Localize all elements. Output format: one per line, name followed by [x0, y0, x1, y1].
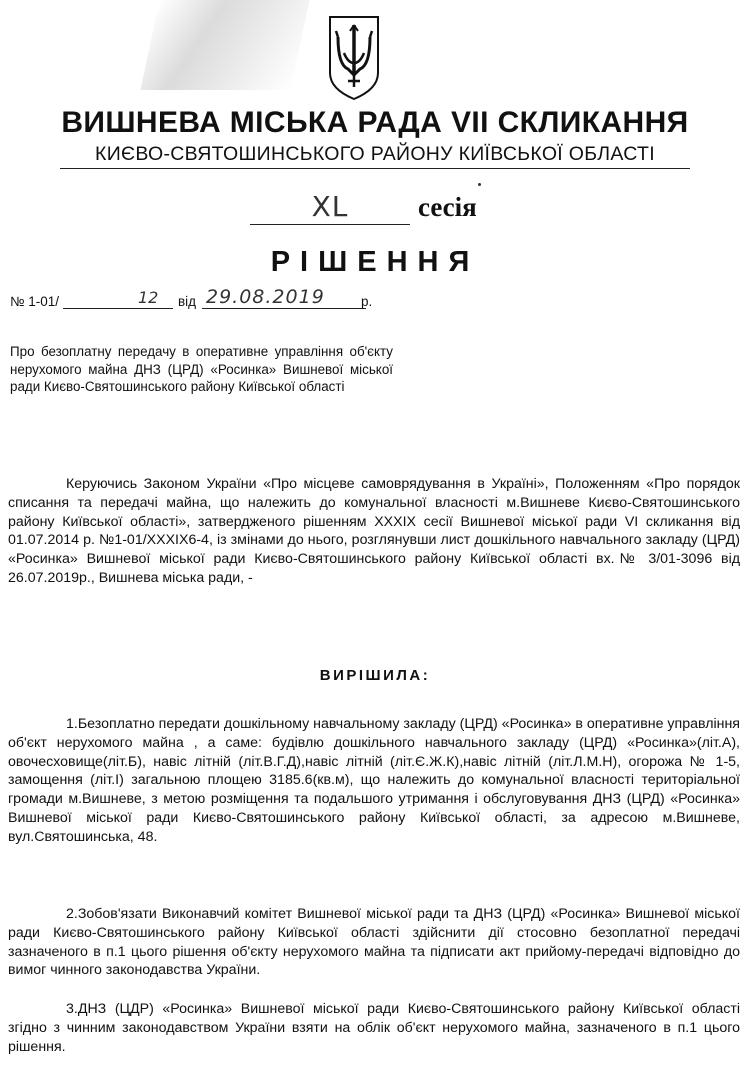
decision-title: РІШЕННЯ [270, 246, 480, 278]
decision-item-3: 3.ДНЗ (ЦДР) «Росинка» Вишневої міської ради Києво-Святошинського району Київської області згідно з чинним законодавством України взяти на облік об'єкт нерухомого майна, зазначеного в п.1 цього рішення. [8, 1001, 740, 1055]
decision-item-1: 1.Безоплатно передати дошкільному навчальному закладу (ЦРД) «Росинка» в оперативне управління об'єкт нерухомого майна , а саме: будівлю дошкільного навчального закладу (ЦРД) «Росинка»(літ.А), овочесховище(літ.Б), навіс літній (літ.В.Г.Д),навіс літній (літ.Є.Ж.К),навіс літній (літ.Л.М.Н), огорожа № 1-5, замощення (літ.І) загальною площею 3185.6(кв.м), що належить до комунальної власності територіальної громади м.Вишневе, з метою розміщення та подальшого утримання і обслуговування ДНЗ (ЦРД) «Росинка» Вишневої міської ради Києво-Святошинського району Київської області, за адресою м.Вишневе, вул.Святошинська, 48. [8, 716, 740, 845]
number-prefix: № 1-01/ [10, 294, 60, 309]
session-label: сесія [418, 192, 477, 222]
scan-smudge [140, 0, 309, 90]
preamble-paragraph: Керуючись Законом України «Про місцеве самоврядування в Україні», Положенням «Про порядок списання та передачі майна, що належить до комунальної власності м.Вишневе Києво-Святошинського району Київської області», затвердженого рішенням XXXIX сесії Вишневої міської ради VI скликання від 01.07.2014 р. №1-01/XXXIX6-4, із змінами до нього, розглянувши лист дошкільного навчального закладу (ЦРД) «Росинка» Вишневої міської ради Києво-Святошинського району Київської області вх.№ 3/01-3096 від 26.07.2019р., Вишнева міська ради, - [8, 476, 740, 586]
year-suffix: р. [361, 294, 373, 309]
decided-heading: ВИРІШИЛА: [319, 667, 431, 684]
council-subtitle: КИЄВО-СВЯТОШИНСЬКОГО РАЙОНУ КИЇВСЬКОЇ ОБЛАСТІ [60, 143, 690, 169]
decision-item-2: 2.Зобов'язати Виконавчий комітет Вишневої міської ради та ДНЗ (ЦРД) «Росинка» Вишневої міської ради Києво-Святошинського району Київської області здійснити дії стосовно безоплатної передачі зазначеного в п.1 цього рішення об'єкту нерухомого майна та підписати акт прийому-передачі відповідно до вимог чинного законодавства України. [8, 906, 740, 979]
document-subject: Про безоплатну передачу в оперативне управління об'єкту нерухомого майна ДНЗ (ЦРД) «Росинка» Вишневої міської ради Києво-Святошинського району Київської області [10, 344, 393, 394]
scan-dot [478, 183, 481, 186]
trident-emblem-icon [326, 13, 382, 101]
document-date: 29.08.2019 [206, 286, 325, 308]
session-number: XL [250, 190, 410, 225]
council-title: ВИШНЕВА МІСЬКА РАДА VII СКЛИКАННЯ [61, 106, 689, 139]
document-number: 12 [138, 288, 159, 307]
date-label: від [178, 294, 197, 309]
